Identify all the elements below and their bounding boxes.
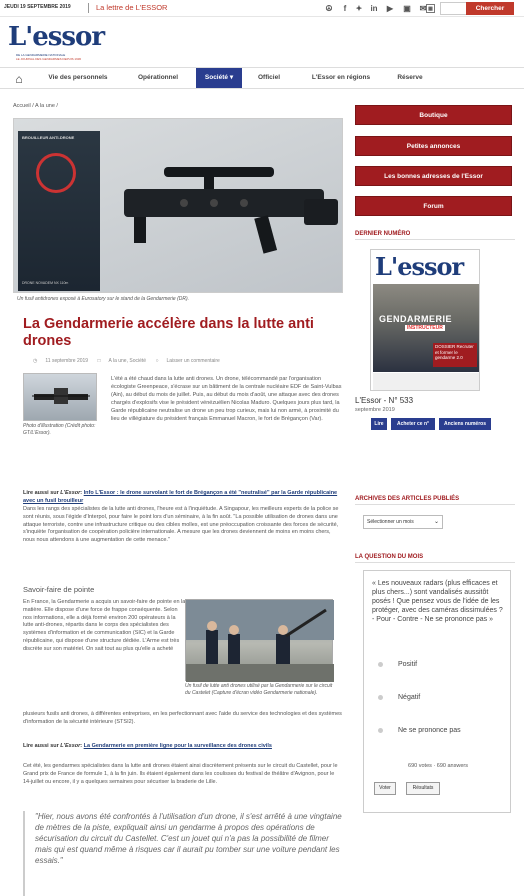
cover-footer bbox=[373, 373, 479, 390]
newsletter-link[interactable]: La lettre de L'ESSOR bbox=[96, 3, 168, 12]
youtube-icon[interactable]: ▶ bbox=[386, 4, 394, 13]
article-paragraph: Cet été, les gendarmes spécialistes dans la lutte anti drones étaient ainsi discrètement présents sur le circuit du Castellet, pour le Grand prix de France de formule 1, à la fin juin. Ils étaient également dans les coulisses du festival de théâtre d'Avignon, pour le 14-juillet ou encore, il y a quelques semaines pour sécuriser la braderie de Lille. bbox=[23, 763, 338, 785]
article-meta bbox=[33, 358, 333, 364]
buy-issue-button[interactable]: Acheter ce n° bbox=[391, 418, 435, 430]
nav-item-officiel[interactable]: Officiel bbox=[257, 74, 281, 81]
nav-item-label: Société bbox=[204, 74, 229, 81]
read-also-link[interactable]: La Gendarmerie en première ligne pour la surveillance des drones civils bbox=[83, 743, 272, 749]
read-also-1: Lire aussi sur L'Essor: Info L'Essor : le drone survolant le fort de Brégançon a été "neutralisé" par la Garde républicaine avec un fusil brouilleur bbox=[23, 490, 338, 504]
article-paragraph: Dans les rangs des spécialistes de la lutte anti drones, l'heure est à l'inquiétude. A Singapour, les meilleurs experts de la police se sont réunis, sous l'égide d'Interpol, pour faire le point lors d'un séminaire, à la fin août. "La possible utilisation de drones dans une attaque terroriste, contre une infrastructure critique ou des cibles molles, est une préoccupation croissante des forces de sécurité, s'inquiète l'organisation de coopération policière internationale. A mesure que les drones deviennent de moins en moins chers, nous nous attendons à une augmentation de cette menace." bbox=[23, 506, 339, 544]
anti-drone-rifle-icon bbox=[104, 139, 340, 259]
poll-heading: LA QUESTION DU MOIS bbox=[355, 554, 515, 563]
article-date: 11 septembre 2019 bbox=[45, 358, 89, 364]
hero-image bbox=[13, 118, 343, 293]
poll-option-label: Négatif bbox=[398, 694, 421, 701]
issue-date: septembre 2019 bbox=[355, 407, 395, 413]
section-heading: Savoir-faire de pointe bbox=[23, 585, 95, 594]
poll-option-label: Ne se prononce pas bbox=[398, 727, 461, 734]
read-also-source: L'Essor bbox=[60, 490, 81, 496]
nav-item-vie-des-personnels[interactable]: Vie des personnels bbox=[48, 74, 108, 81]
comment-icon: ○ bbox=[155, 358, 159, 364]
forum-button[interactable]: Forum bbox=[355, 196, 512, 216]
archive-month-select[interactable] bbox=[363, 515, 443, 529]
article-intro: L'été a été chaud dans la lutte anti drones. Un drone, télécommandé par l'organisation écologiste Greenpeace, s'écrase sur un bâtiment de la centrale nucléaire EDF de Saint-Vulbas (Ain), au début du mois de juillet. Puis, au début du mois d'août, une attaque avec des drones chargés d'explosifs vise le président vénézuélien Nicolas Maduro. Quelques jours plus tard, la Garde républicaine neutralise un drone un peu trop curieux, mais lui non armé, à proximité du lieu de villégiature du président français Emmanuel Macron, le fort de Brégançon (Var). bbox=[111, 376, 342, 422]
read-also-source: L'Essor bbox=[60, 743, 81, 749]
archive-select-value: Sélectionner un mois bbox=[367, 519, 414, 525]
article-categories[interactable]: A la une, Société bbox=[108, 358, 147, 364]
comment-link[interactable]: Laisser un commentaire bbox=[166, 358, 220, 364]
archive-heading: ARCHIVES DES ARTICLES PUBLIÉS bbox=[355, 496, 515, 505]
cover-logo: L'essor bbox=[375, 252, 464, 281]
issue-title: L'Essor - N° 533 bbox=[355, 396, 414, 405]
vote-button[interactable]: Voter bbox=[374, 782, 396, 795]
radio-icon[interactable] bbox=[378, 695, 383, 700]
linkedin-icon[interactable]: in bbox=[370, 4, 378, 13]
main-nav bbox=[0, 67, 524, 89]
radio-icon[interactable] bbox=[378, 728, 383, 733]
poll-option-neutre[interactable] bbox=[378, 727, 461, 734]
rss-icon[interactable]: ☮ bbox=[325, 4, 333, 13]
poll-option-label: Positif bbox=[398, 661, 418, 668]
sidebar bbox=[355, 103, 515, 896]
results-button[interactable]: Résultats bbox=[406, 782, 440, 795]
radio-icon[interactable] bbox=[378, 662, 383, 667]
read-also-link[interactable]: Info L'Essor : le drone survolant le fort de Brégançon a été "neutralisé" par la Garde républicaine avec un fusil brouilleur bbox=[23, 490, 338, 504]
chevron-down-icon: ▾ bbox=[229, 74, 234, 81]
logo-wordmark: L'essor bbox=[8, 22, 105, 52]
current-date: JEUDI 19 SEPTEMBRE 2019 bbox=[4, 4, 71, 10]
poll-counts: 690 votes · 690 answers bbox=[408, 763, 468, 769]
calendar-icon[interactable]: ▦ bbox=[426, 4, 435, 13]
chevron-down-icon: ⌄ bbox=[433, 519, 439, 525]
article-paragraph: En France, la Gendarmerie a acquis un savoir-faire de pointe en la matière. Elle dispose d'une force de frappe conséquente. Selon nos informations, elle a déjà formé environ 200 opérateurs à la lutte anti-drones, répartis dans le corps des spécialistes des systèmes d'information et de communication (SIC) et la Garde républicaine, qui dispose d'une structure dédiée. L'Arme est très discrète sur son matériel. On sait tout au plus qu'elle a acheté bbox=[23, 599, 186, 652]
hero-caption: Un fusil antidrones exposé à Eurosatory sur le stand de la Gendarmerie (DR). bbox=[17, 296, 190, 302]
gendarmes-photo-icon bbox=[186, 600, 334, 682]
top-bar bbox=[0, 0, 524, 17]
drone-icon bbox=[24, 374, 98, 422]
poll-option-negatif[interactable] bbox=[378, 694, 420, 701]
magazine-cover[interactable] bbox=[370, 249, 480, 391]
site-logo[interactable] bbox=[8, 22, 105, 64]
petites-annonces-button[interactable]: Petites annonces bbox=[355, 136, 512, 156]
cover-subheadline: INSTRUCTEUR bbox=[407, 325, 443, 331]
article-column bbox=[13, 103, 345, 896]
read-also-label: Lire aussi sur bbox=[23, 743, 61, 749]
breadcrumb[interactable]: Accueil / A la une / bbox=[13, 103, 58, 109]
no-drone-icon bbox=[36, 153, 76, 193]
circuit-photo-caption: Un fusil de lutte anti drones utilisé par la Gendarmerie sur le circuit du Castelet (Capture d'écran vidéo Gendarmerie nationale). bbox=[185, 683, 333, 696]
panel-title: BROUILLEUR ANTI-DRONE bbox=[22, 135, 75, 140]
article-paragraph: plusieurs fusils anti drones, à différentes entreprises, en les perfectionnant avec l'aide du service des technologies et des systèmes d'information de la sécurité intérieure (STSI2). bbox=[23, 711, 342, 725]
cover-headline: GENDARMERIE bbox=[379, 314, 453, 324]
nav-item-reserve[interactable]: Réserve bbox=[397, 74, 423, 81]
facebook-icon[interactable]: f bbox=[343, 4, 347, 13]
nav-item-operationnel[interactable]: Opérationnel bbox=[137, 74, 179, 81]
circuit-photo bbox=[185, 599, 333, 681]
clock-icon: ◷ bbox=[33, 358, 38, 364]
bonnes-adresses-button[interactable]: Les bonnes adresses de l'Essor bbox=[355, 166, 512, 186]
article-title: La Gendarmerie accélère dans la lutte anti drones bbox=[23, 316, 314, 349]
last-issue-heading: DERNIER NUMÉRO bbox=[355, 231, 515, 240]
read-also-2: Lire aussi sur L'Essor: La Gendarmerie en première ligne pour la surveillance des drones civils bbox=[23, 743, 272, 749]
exhibit-panel bbox=[18, 131, 100, 291]
boutique-button[interactable]: Boutique bbox=[355, 105, 512, 125]
cover-dossier: DOSSIER Recruter et former le gendarme 2.0 bbox=[433, 343, 477, 367]
poll-question: « Les nouveaux radars (plus efficaces et plus chers...) sont vandalisés aussitôt posés ! Que pensez vous de l'idée de les protéger, avec des caméras dissimulées ? - Pour - Contre - Ne se prononce pas » bbox=[372, 580, 503, 623]
read-issue-button[interactable]: Lire bbox=[371, 418, 387, 430]
article-quote: "Hier, nous avons été confrontés à l'utilisation d'un drone, il s'est arrêté à une vingtaine de mètres de la piste, expliquait ainsi un gendarme à propos des opérations de sécurisation du circuit du Castellet. C'est un jouet qui n'a pas la possibilité de filmer mais qui est quand même à risques car il aurait pu tomber sur une voiture pendant les essais." bbox=[23, 811, 343, 896]
mail-icon[interactable]: ✉ bbox=[419, 4, 427, 13]
instagram-icon[interactable]: ▣ bbox=[403, 4, 411, 13]
divider bbox=[88, 3, 89, 13]
folder-icon: □ bbox=[97, 358, 101, 364]
logo-subtitle: DE LA GENDARMERIE NATIONALE bbox=[16, 53, 66, 57]
read-also-label: Lire aussi sur bbox=[23, 490, 61, 496]
panel-caption: DRONE NOVADEM NX 110m bbox=[22, 281, 69, 285]
poll-option-positif[interactable] bbox=[378, 661, 417, 668]
nav-item-essor-en-regions[interactable]: L'Essor en régions bbox=[311, 74, 371, 81]
old-issues-button[interactable]: Anciens numéros bbox=[439, 418, 491, 430]
thumb-caption: Photo d'illustration (Crédit photo: GT/L'Essor). bbox=[23, 423, 96, 436]
twitter-icon[interactable]: ✦ bbox=[355, 4, 363, 13]
drone-photo bbox=[23, 373, 97, 421]
nav-item-societe[interactable] bbox=[196, 68, 242, 88]
logo-tagline: LE JOURNAL DES GENDARMES DEPUIS 1936 bbox=[16, 57, 82, 61]
poll-box bbox=[363, 570, 511, 813]
search-button[interactable]: Chercher bbox=[466, 2, 514, 15]
home-icon[interactable]: ⌂ bbox=[15, 72, 23, 86]
